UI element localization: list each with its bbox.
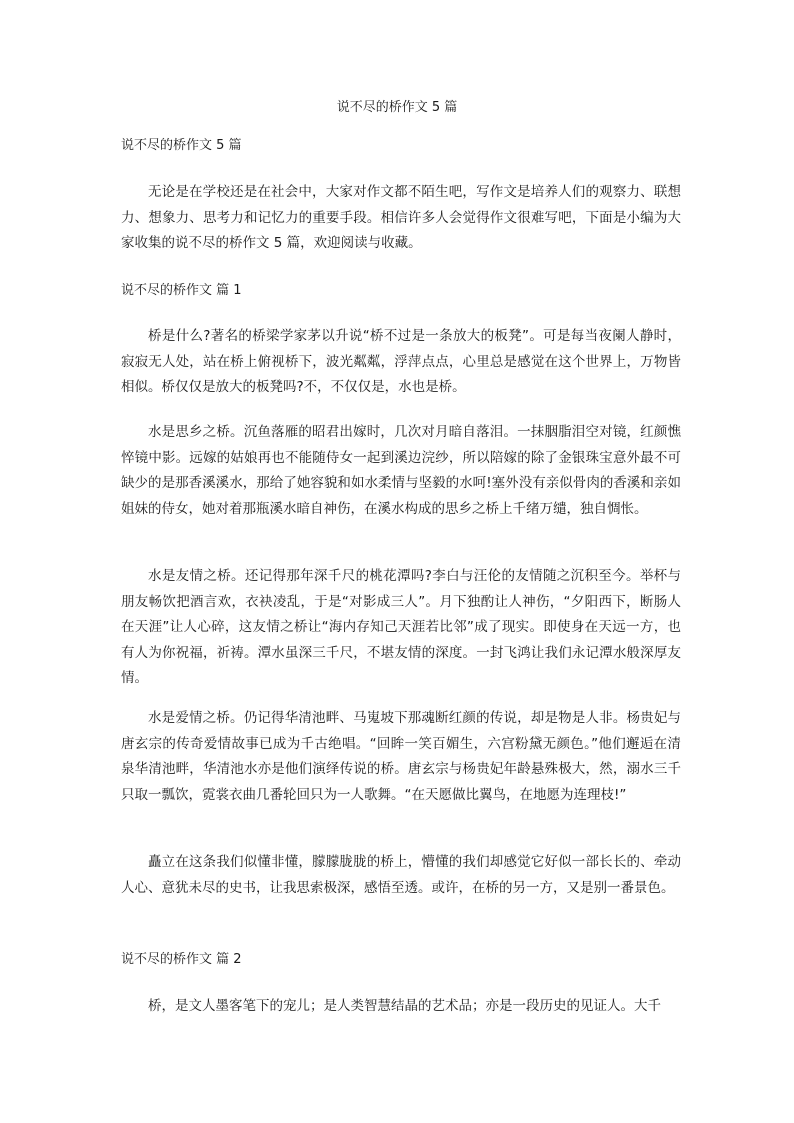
section-heading-1: 说不尽的桥作文 篇 1: [121, 283, 242, 298]
document-title: 说不尽的桥作文 5 篇: [336, 100, 458, 115]
section-1-paragraph-5: 矗立在这条我们似懂非懂，朦朦胧胧的桥上，懵懂的我们却感觉它好似一部长长的、牵动人心、意犹未尽的史书，让我思索极深，感悟至透。或许，在桥的另一方，又是别一番景色。: [121, 854, 681, 896]
intro-paragraph: 无论是在学校还是在社会中，大家对作文都不陌生吧，写作文是培养人们的观察力、联想力、想象力、思考力和记忆力的重要手段。相信许多人会觉得作文很难写吧，下面是小编为大家收集的说不尽的桥作文 5 篇，欢迎阅读与收藏。: [121, 184, 681, 251]
section-1-paragraph-2: 水是思乡之桥。沉鱼落雁的昭君出嫁时，几次对月暗自落泪。一抹胭脂泪空对镜，红颜憔悴镜中影。远嫁的姑娘再也不能随侍女一起到溪边浣纱，所以陪嫁的除了金银珠宝意外最不可缺少的是那香溪溪水，那给了她容貌和如水柔情与坚毅的水呵!塞外没有亲似骨肉的香溪和亲如姐妹的侍女，她对着那瓶溪水暗自神伤，在溪水构成的思乡之桥上千绪万缱，独自惆怅。: [121, 424, 681, 517]
section-2-paragraph-1: 桥，是文人墨客笔下的宠儿；是人类智慧结晶的艺术品；亦是一段历史的见证人。大千: [148, 998, 661, 1014]
section-heading-2: 说不尽的桥作文 篇 2: [121, 952, 242, 967]
section-1-paragraph-3: 水是友情之桥。还记得那年深千尺的桃花潭吗?李白与汪伦的友情随之沉积至今。举杯与朋友畅饮把酒言欢，衣袂凌乱，于是“对影成三人”。月下独酌让人神伤，“夕阳西下，断肠人在天涯”让人心碎，这友情之桥让“海内存知己天涯若比邻”成了现实。即使身在天远一方，也有人为你祝福，祈祷。潭水虽深三千尺，不堪友情的深度。一封飞鸿让我们永记潭水般深厚友情。: [121, 568, 681, 686]
section-1-paragraph-4: 水是爱情之桥。仍记得华清池畔、马嵬坡下那魂断红颜的传说，却是物是人非。杨贵妃与唐玄宗的传奇爱情故事已成为千古绝唱。“回眸一笑百媚生，六宫粉黛无颜色。”他们邂逅在清泉华清池畔，华清池水亦是他们演绎传说的桥。唐玄宗与杨贵妃年龄悬殊极大，然，溺水三千只取一瓢饮，霓裳衣曲几番轮回只为一人歌舞。“在天愿做比翼鸟，在地愿为连理枝!”: [121, 710, 681, 803]
document-subtitle: 说不尽的桥作文 5 篇: [121, 138, 242, 153]
section-1-paragraph-1: 桥是什么?著名的桥梁学家茅以升说“桥不过是一条放大的板凳”。可是每当夜阑人静时，寂寂无人处，站在桥上俯视桥下，波光粼粼，浮萍点点，心里总是感觉在这个世界上，万物皆相似。桥仅仅是放大的板凳吗?不，不仅仅是，水也是桥。: [121, 328, 681, 395]
